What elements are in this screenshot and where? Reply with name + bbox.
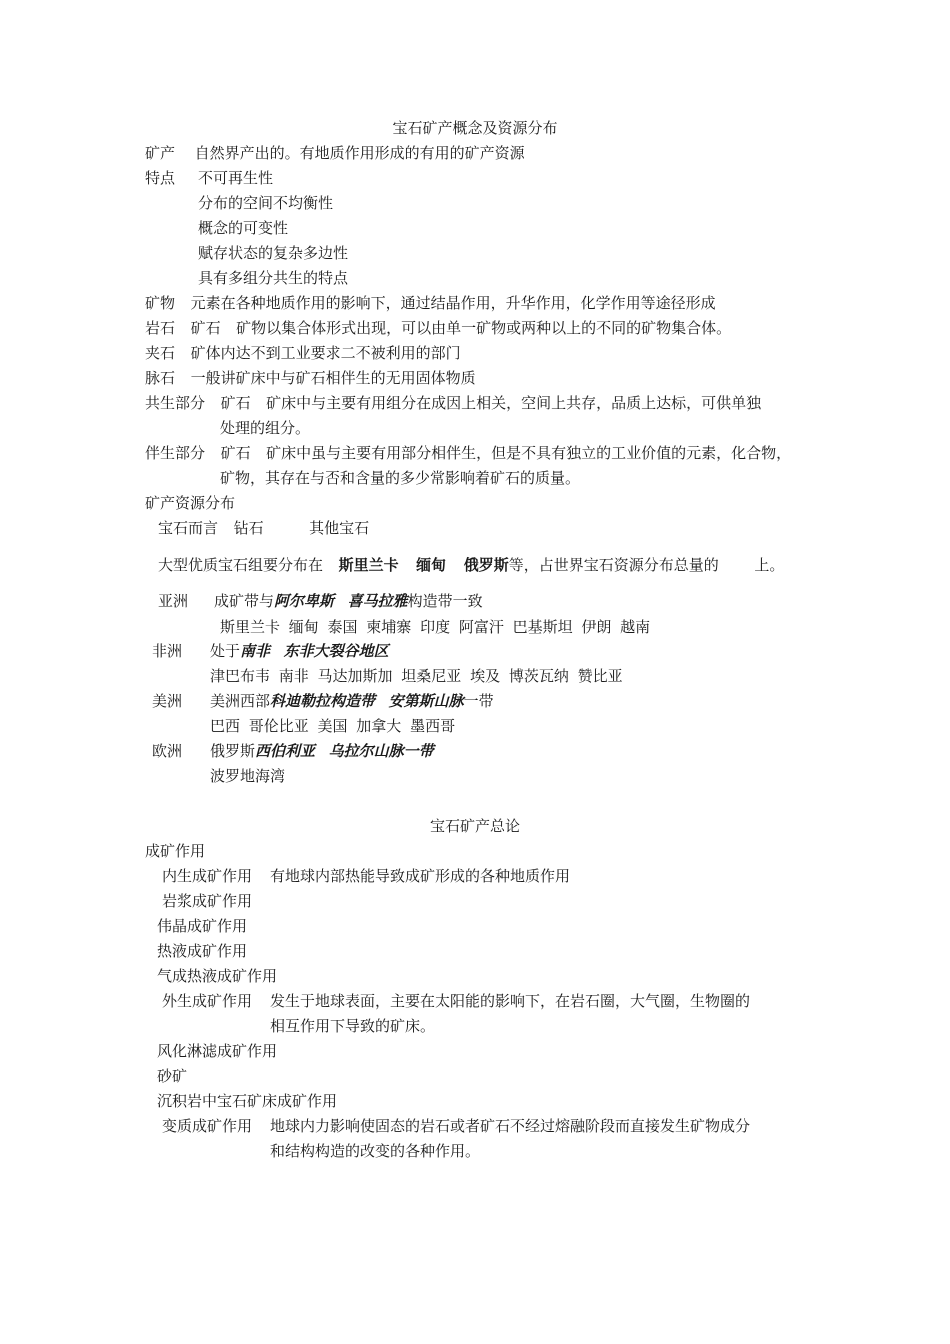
- belt-post: 构造带一致: [407, 592, 483, 610]
- region-countries-europe: 波罗地海湾: [210, 767, 286, 785]
- waisheng-def: 发生于地球表面，主要在太阳能的影响下，在岩石圈，大气圈，生物圈的: [270, 992, 751, 1010]
- belt-post: 一带: [463, 692, 494, 710]
- major-distribution-line: [158, 555, 784, 575]
- def-maishi: [145, 368, 476, 388]
- waisheng-item: 风化淋滤成矿作用: [157, 1042, 278, 1060]
- neisheng-item: 岩浆成矿作用: [162, 892, 253, 910]
- def-kuangwu: [145, 293, 716, 313]
- belt-name: 南非: [240, 642, 271, 660]
- subterm: 矿石: [190, 319, 221, 337]
- section2-title: 宝石矿产总论: [429, 817, 520, 835]
- neisheng-item: 气成热液成矿作用: [157, 967, 278, 985]
- region-countries-america: 巴西 哥伦比亚 美国 加拿大 墨西哥: [210, 717, 456, 735]
- major-end: 上。: [754, 556, 785, 574]
- def-yanshi: [145, 318, 731, 338]
- bianzhi-def: 地球内力影响使固态的岩石或者矿石不经过熔融阶段而直接发生矿物成分: [270, 1117, 751, 1135]
- tedian-item: 概念的可变性: [198, 219, 289, 237]
- country: 俄罗斯: [463, 556, 509, 574]
- def-jiashi: [145, 343, 461, 363]
- distribution-heading: 矿产资源分布: [145, 494, 236, 512]
- def-kuangchan: [145, 143, 525, 163]
- belt-name: 西伯利亚: [255, 742, 316, 760]
- region-belt-america: [210, 691, 494, 711]
- region-belt-asia: [214, 591, 483, 611]
- major-pre: 大型优质宝石组要分布在: [158, 556, 324, 574]
- belt-pre: 成矿带与: [214, 592, 275, 610]
- belt-name: 喜马拉雅: [347, 592, 408, 610]
- section1-title: 宝石矿产概念及资源分布: [392, 119, 558, 137]
- waisheng-term: 外生成矿作用: [162, 992, 253, 1010]
- belt-pre: 俄罗斯: [210, 742, 256, 760]
- region-label-europe: 欧洲: [152, 742, 183, 760]
- country: 缅甸: [416, 556, 447, 574]
- def-bansheng: [145, 443, 791, 463]
- neisheng-term: 内生成矿作用: [162, 867, 253, 885]
- gem-line: [158, 518, 369, 538]
- belt-pre: 处于: [210, 642, 241, 660]
- region-label-america: 美洲: [152, 692, 183, 710]
- belt-name: 安第斯山脉: [388, 692, 464, 710]
- definition: 矿物以集合体形式出现，可以由单一矿物或两种以上的不同的矿物集合体。: [236, 319, 732, 337]
- belt-name: 科迪勒拉构造带: [270, 692, 376, 710]
- waisheng-def-cont: 相互作用下导致的矿床。: [270, 1017, 436, 1035]
- belt-pre: 美洲西部: [210, 692, 271, 710]
- bianzhi-term: 变质成矿作用: [162, 1117, 253, 1135]
- def-gongsheng: [145, 393, 761, 413]
- subterm: 矿石: [220, 394, 251, 412]
- tedian-item: 不可再生性: [198, 169, 274, 187]
- term: 共生部分: [145, 394, 206, 412]
- section2-heading: 成矿作用: [145, 842, 206, 860]
- bianzhi-def-cont: 和结构构造的改变的各种作用。: [270, 1142, 481, 1160]
- term: 夹石: [145, 344, 176, 362]
- region-belt-europe: [210, 741, 434, 761]
- waisheng-item: 砂矿: [157, 1067, 188, 1085]
- term: 矿产: [145, 144, 176, 162]
- region-belt-africa: [210, 641, 389, 661]
- def-bansheng-cont: 矿物，其存在与否和含量的多少常影响着矿石的质量。: [220, 469, 581, 487]
- tedian-item: 赋存状态的复杂多边性: [198, 244, 349, 262]
- term: 岩石: [145, 319, 176, 337]
- belt-name: 阿尔卑斯: [274, 592, 335, 610]
- term: 伴生部分: [145, 444, 206, 462]
- neisheng-def: 有地球内部热能导致成矿形成的各种地质作用: [270, 867, 571, 885]
- belt-name: 乌拉尔山脉一带: [328, 742, 434, 760]
- major-post: 等，占世界宝石资源分布总量的: [508, 556, 719, 574]
- definition: 矿床中虽与主要有用部分相伴生，但是不具有独立的工业价值的元素，化合物，: [266, 444, 792, 462]
- country: 斯里兰卡: [338, 556, 399, 574]
- tedian-item: 具有多组分共生的特点: [198, 269, 349, 287]
- definition: 矿体内达不到工业要求二不被利用的部门: [190, 344, 461, 362]
- neisheng-item: 热液成矿作用: [157, 942, 248, 960]
- belt-name: 东非大裂谷地区: [283, 642, 389, 660]
- term: 矿物: [145, 294, 176, 312]
- def-gongsheng-cont: 处理的组分。: [220, 419, 311, 437]
- term: 脉石: [145, 369, 176, 387]
- tedian-term: 特点: [145, 169, 176, 187]
- definition: 元素在各种地质作用的影响下，通过结晶作用，升华作用，化学作用等途径形成: [190, 294, 716, 312]
- diamond: 钻石: [233, 519, 264, 537]
- tedian-item: 分布的空间不均衡性: [198, 194, 334, 212]
- definition: 一般讲矿床中与矿石相伴生的无用固体物质: [190, 369, 476, 387]
- region-label-asia: 亚洲: [158, 592, 189, 610]
- region-label-africa: 非洲: [152, 642, 183, 660]
- definition: 自然界产出的。有地质作用形成的有用的矿产资源: [194, 144, 525, 162]
- gem-label: 宝石而言: [158, 519, 219, 537]
- definition: 矿床中与主要有用组分在成因上相关，空间上共存，品质上达标，可供单独: [266, 394, 762, 412]
- waisheng-item: 沉积岩中宝石矿床成矿作用: [157, 1092, 338, 1110]
- neisheng-item: 伟晶成矿作用: [157, 917, 248, 935]
- region-countries-africa: 津巴布韦 南非 马达加斯加 坦桑尼亚 埃及 博茨瓦纳 赞比亚: [210, 667, 623, 685]
- region-countries-asia: 斯里兰卡 缅甸 泰国 柬埔寨 印度 阿富汗 巴基斯坦 伊朗 越南: [220, 618, 651, 636]
- subterm: 矿石: [220, 444, 251, 462]
- other-gems: 其他宝石: [309, 519, 370, 537]
